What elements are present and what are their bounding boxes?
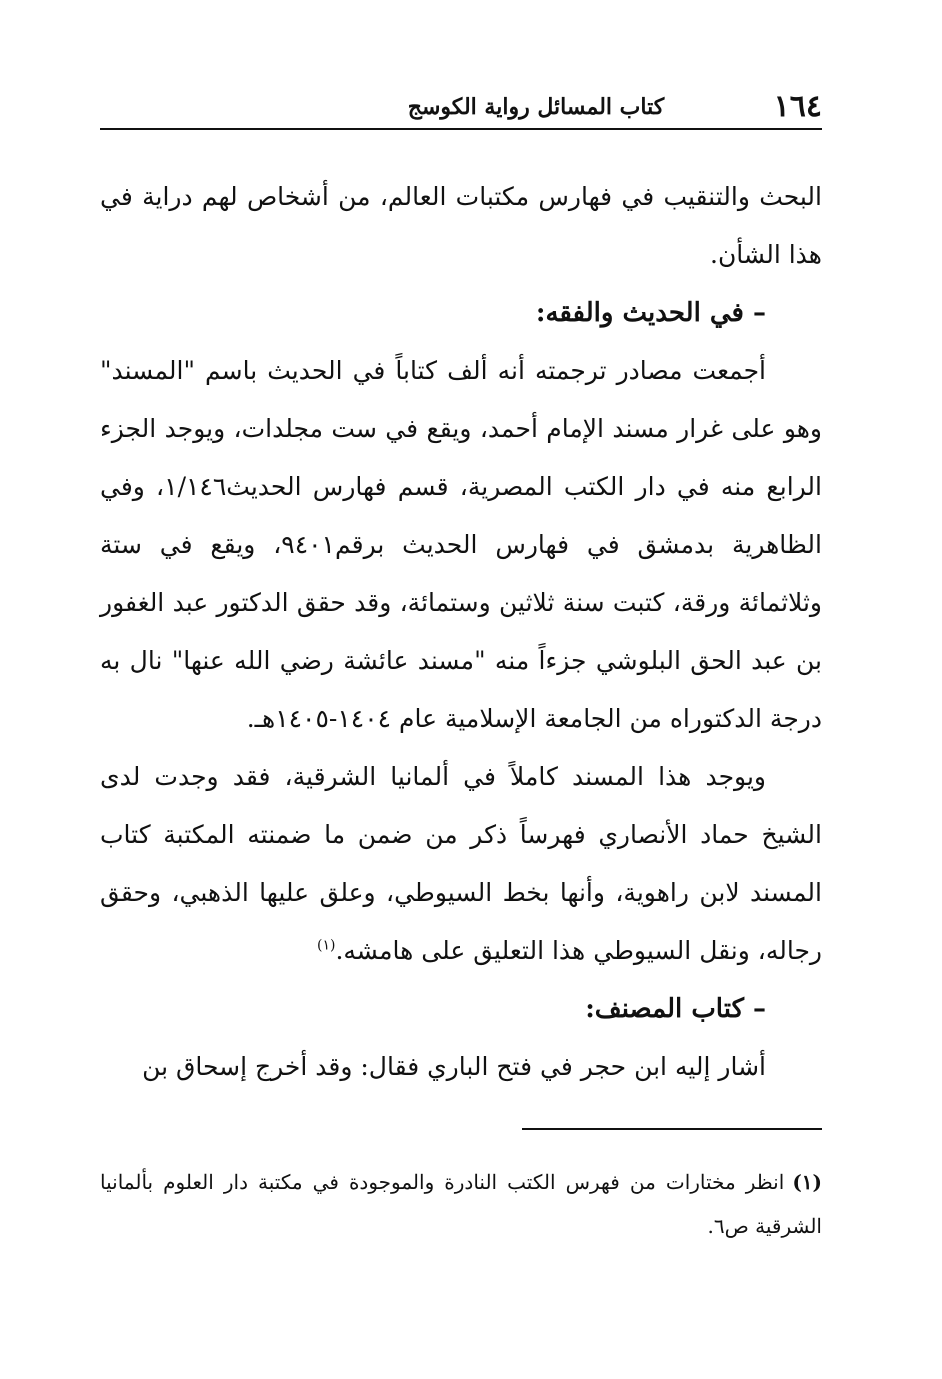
paragraph-musnad: أجمعت مصادر ترجمته أنه ألف كتاباً في الحديث باسم "المسند" وهو على غرار مسند الإمام أحمد، ويقع في ست مجلدات، ويوجد الجزء الرابع منه في دار الكتب المصرية، قسم فهارس الحديث١/١٤٦، وفي الظاهرية بدمشق في فهارس الحديث برقم٩٤٠١، ويقع في ستة وثلاثمائة ورقة، كتبت سنة ثلاثين وستمائة، وقد حقق الدكتور عبد الغفور بن عبد الحق البلوشي جزءاً منه "مسند عائشة رضي الله عنها" نال به درجة الدكتوراه من الجامعة الإسلامية عام ١٤٠٤-١٤٠٥هـ. — [100, 356, 822, 733]
paragraph-east-germany-text: ويوجد هذا المسند كاملاً في ألمانيا الشرقية، فقد وجدت لدى الشيخ حماد الأنصاري فهرساً ذكر من ضمن ما ضمنته المكتبة كتاب المسند لابن راهوية، وأنها بخط السيوطي، وعلق عليها الذهبي، وحقق رجاله، ونقل السيوطي هذا التعليق على هامشه. — [100, 762, 822, 965]
footnote-separator — [522, 1128, 822, 1130]
page-number: ١٦٤ — [773, 89, 822, 124]
section-heading-hadith: – في الحديث والفقه: — [535, 298, 766, 328]
section-heading-musannaf: – كتاب المصنف: — [585, 994, 766, 1024]
footnote-marker: (١) — [792, 1170, 822, 1194]
footnote — [100, 1160, 822, 1248]
footnote-reference: (١) — [316, 937, 336, 954]
footnote-text: انظر مختارات من فهرس الكتب النادرة والموجودة في مكتبة دار العلوم بألمانيا الشرقية ص٦. — [100, 1170, 822, 1238]
header-rule — [100, 128, 822, 130]
paragraph-east-germany — [100, 748, 822, 980]
running-title: كتاب المسائل رواية الكوسج — [407, 94, 665, 120]
main-text — [100, 168, 822, 1096]
footnotes — [100, 1160, 822, 1248]
running-header — [100, 90, 822, 124]
paragraph-ibn-hajar: أشار إليه ابن حجر في فتح الباري فقال: وقد أخرج إسحاق بن — [142, 1052, 766, 1081]
paragraph-intro: البحث والتنقيب في فهارس مكتبات العالم، من أشخاص لهم دراية في هذا الشأن. — [100, 182, 822, 269]
